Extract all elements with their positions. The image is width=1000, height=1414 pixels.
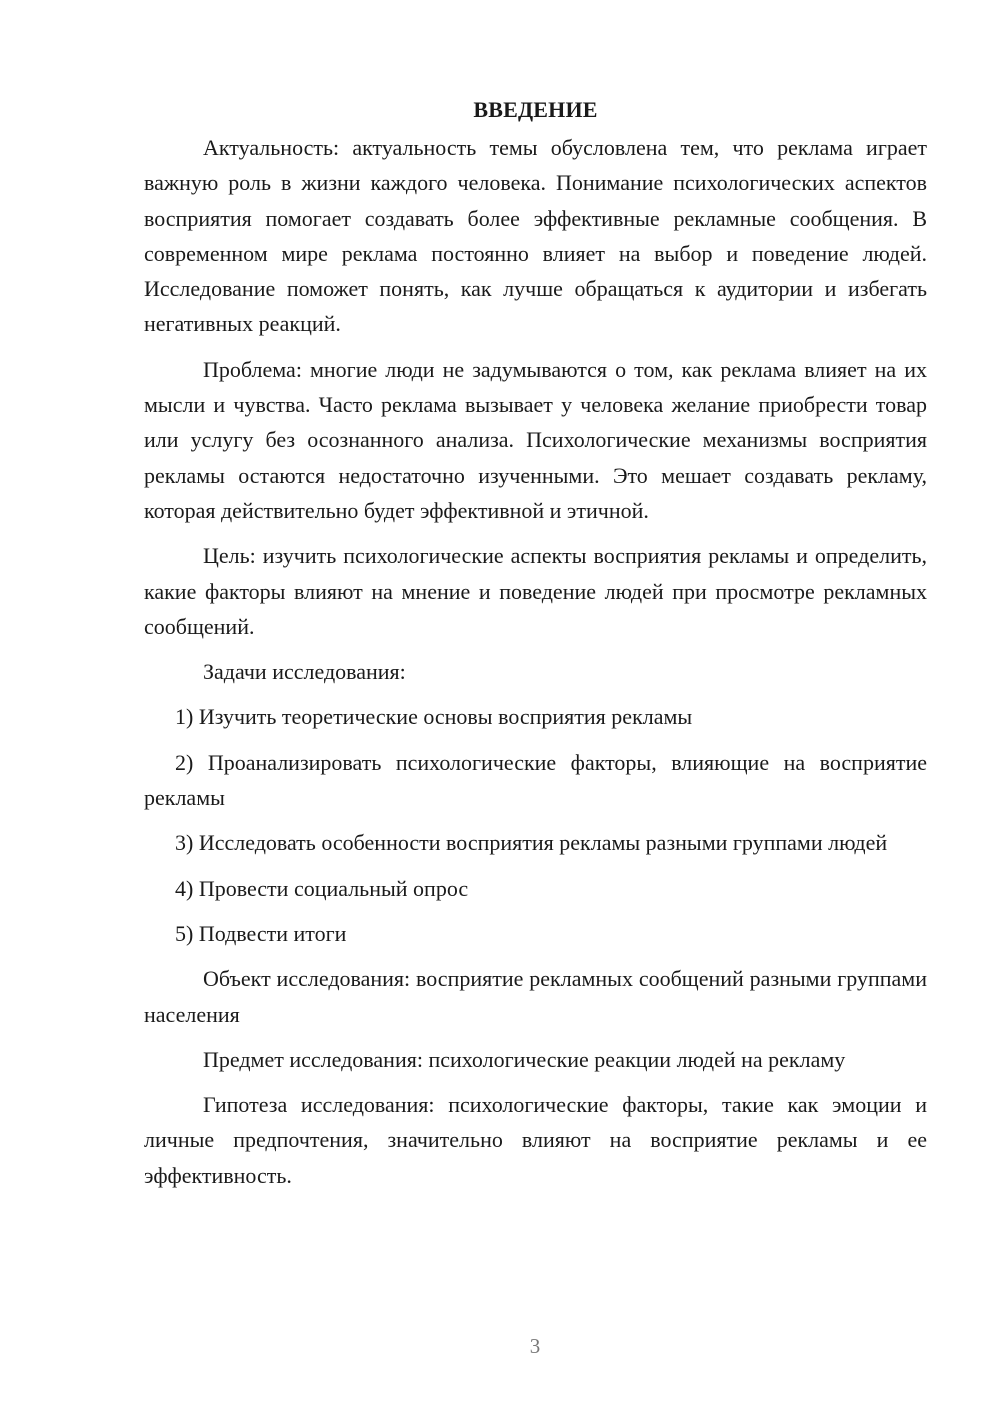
task-item: 4) Провести социальный опрос <box>175 875 469 901</box>
hypothesis-paragraph: Гипотеза исследования: психологические факторы, такие как эмоции и личные предпочтения, значительно влияют на восприятие рекламы и ее эффективность. <box>144 1092 927 1188</box>
document-title: ВВЕДЕНИЕ <box>473 97 598 122</box>
task-item: 3) Исследовать особенности восприятия рекламы разными группами людей <box>175 830 888 856</box>
task-item: 5) Подвести итоги <box>175 920 347 946</box>
tasks-list <box>144 699 927 951</box>
object-paragraph: Объект исследования: восприятие рекламных сообщений разными группами населения <box>144 966 927 1027</box>
document-page <box>144 92 927 1203</box>
tasks-heading: Задачи исследования: <box>203 659 406 685</box>
subject-paragraph: Предмет исследования: психологические реакции людей на рекламу <box>203 1046 846 1072</box>
task-item: 2) Проанализировать психологические факторы, влияющие на восприятие рекламы <box>144 749 927 811</box>
goal-paragraph: Цель: изучить психологические аспекты восприятия рекламы и определить, какие факторы влияют на мнение и поведение людей при просмотре рекламных сообщений. <box>144 543 927 639</box>
problem-paragraph: Проблема: многие люди не задумываются о том, как реклама влияет на их мысли и чувства. Часто реклама вызывает у человека желание приобрести товар или услугу без осознанного анализа. Психологические механизмы восприятия рекламы остаются недостаточно изученными. Это мешает создавать рекламу, которая действительно будет эффективной и этичной. <box>144 356 927 523</box>
task-item: 1) Изучить теоретические основы восприятия рекламы <box>175 704 693 730</box>
relevance-paragraph: Актуальность: актуальность темы обусловлена тем, что реклама играет важную роль в жизни каждого человека. Понимание психологических аспектов восприятия помогает создавать более эффективные рекламные сообщения. В современном мире реклама постоянно влияет на выбор и поведение людей. Исследование поможет понять, как лучше обращаться к аудитории и избегать негативных реакций. <box>144 135 927 337</box>
page-number: 3 <box>529 1334 541 1358</box>
